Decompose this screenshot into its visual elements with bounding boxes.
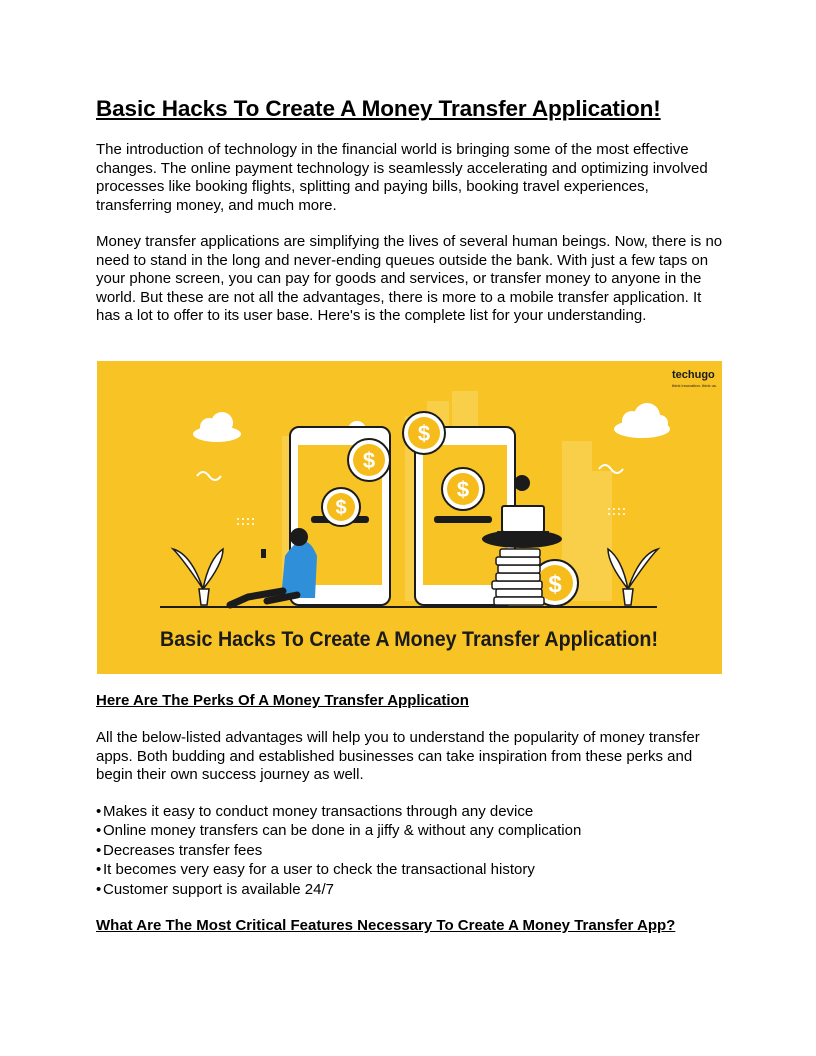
techugo-logo: techugo — [672, 369, 715, 381]
banner-title: Basic Hacks To Create A Money Transfer Application! — [160, 628, 658, 651]
list-item: • Online money transfers can be done in a jiffy & without any complication — [96, 822, 582, 840]
list-item: • Decreases transfer fees — [96, 841, 263, 859]
list-item: • Customer support is available 24/7 — [96, 880, 334, 898]
list-item: • It becomes very easy for a user to check the transactional history — [96, 861, 535, 879]
coin-icon — [348, 439, 390, 481]
perks-list — [96, 802, 581, 899]
svg-text:$: $ — [456, 477, 470, 502]
coin-icon — [403, 412, 445, 454]
page-title: Basic Hacks To Create A Money Transfer Application! — [96, 96, 661, 121]
list-item: • Makes it easy to conduct money transactions through any device — [96, 803, 534, 820]
svg-text:$: $ — [335, 497, 347, 519]
svg-text:$: $ — [417, 421, 431, 446]
perks-intro-paragraph: All the below-listed advantages will help you to understand the popularity of money transfer apps. Both budding and established businesses can take inspiration from these perks and begin their own success journey as well. — [96, 729, 700, 784]
coin-icon — [442, 468, 484, 510]
svg-text:$: $ — [548, 571, 562, 598]
section-heading-features: What Are The Most Critical Features Necessary To Create A Money Transfer App? — [96, 917, 676, 934]
coin-icon — [322, 488, 360, 526]
svg-text:$: $ — [362, 448, 376, 473]
second-paragraph: Money transfer applications are simplifying the lives of several human beings. Now, there is no need to stand in the long and never-ending queues outside the bank. With just a few taps on your phone screen, you can pay for goods and services, or transfer money to anyone in the world. But these are not all the advantages, there is more to a mobile transfer application. It has a lot to offer to its user base. Here's is the complete list for your understanding. — [96, 233, 723, 325]
coin-stack-icon — [492, 549, 544, 605]
intro-paragraph: The introduction of technology in the financial world is bringing some of the most effective changes. The online payment technology is seamlessly accelerating and optimizing involved processes like booking flights, splitting and paying bills, booking travel experiences, transferring money, and much more. — [96, 141, 708, 214]
techugo-tagline: think innovation. think us. — [672, 383, 717, 388]
hero-illustration — [97, 361, 722, 674]
section-heading-perks: Here Are The Perks Of A Money Transfer Application — [96, 692, 469, 709]
